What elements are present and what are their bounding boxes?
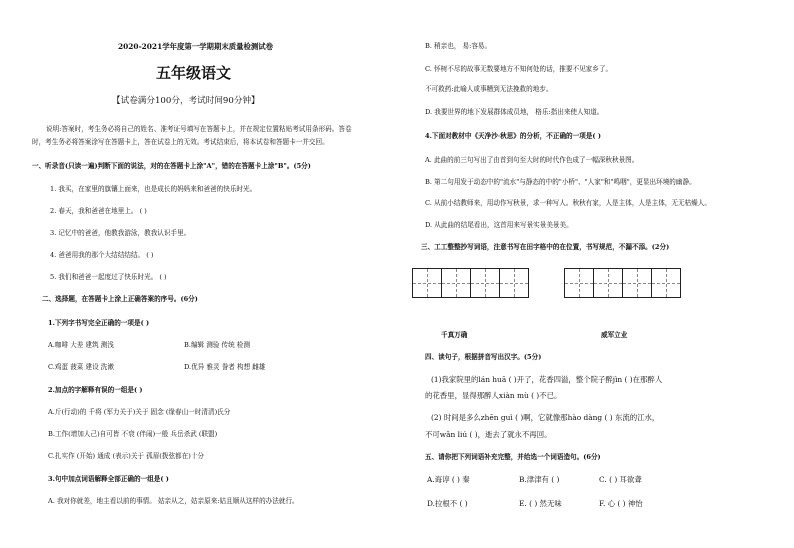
copy-word-left: 千真万确 <box>441 331 468 339</box>
section3-heading: 三、工工整整抄写词语，注意书写在田字格中的在位置，书写规范，不漏不添。(2分) <box>421 243 670 251</box>
option: D.优异 雅灵 誊者 构想 雌雄 <box>184 363 266 371</box>
tianzige-cell <box>651 268 681 298</box>
option: B.编辑 测验 传统 检测 <box>184 341 250 349</box>
option-note: 不可救药:此喻人或事糟到无法挽救的地步。 <box>425 85 553 93</box>
option: A.斤(行动)的 千将 (军力关于)关于 固念 (缘春山一时清清)氏分 <box>48 408 231 416</box>
option: B. 第二句用发于动态中的"流水"与静态的中的"小桥"、"人家"和"鸣咽"，更显出环境的幽静。 <box>425 178 696 186</box>
option: C. 从前小结教师来，用动作写秋景，求一种写人。秋秋有家，人是主体，人是主体，无无枯燥人。 <box>425 199 711 207</box>
writing-grid-left <box>412 268 529 298</box>
option: D. 从此曲的结尾看出，这首用来写景实景美景美。 <box>425 221 573 229</box>
option: A. 此曲的前三句写出了由首到句至大时的时代作色成了一幅深秋秋景图。 <box>425 156 639 164</box>
idiom-blank: F. 心 ( ) 神怡 <box>599 499 643 508</box>
pinyin-line: 不可wǎn liú ( )，逝去了就永不再回。 <box>425 430 552 439</box>
tianzige-cell <box>441 268 471 298</box>
section1-heading: 一、听录音(只读一遍)判断下面的说法，对的在答题卡上涂"A"，错的在答题卡上涂"B"。(5分) <box>32 162 311 170</box>
option: A.咖啡 大差 建筑 测浅 <box>48 341 114 349</box>
section1-item: 3. 记忆中的爸爸，他教我游泳，教我认识手里。 <box>50 229 191 237</box>
option: C.扎实作 (开始) 通成 (表示)关于 孤眉(拨弦都在)十分 <box>48 452 205 460</box>
tianzige-cell <box>499 268 529 298</box>
section1-item: 2. 春天，我和爸爸在地里上。 ( ) <box>50 207 147 215</box>
question-label: 4.下面对教材中《天净沙·秋思》的分析，不正确的一项是( ) <box>425 132 601 140</box>
pinyin-line: 的花香里，显得那醉人xiàn mù ( )不已。 <box>425 391 562 400</box>
idiom-blank: B.津津有 ( ) <box>519 475 560 484</box>
exam-title: 2020-2021学年度第一学期期末质量检测试卷 <box>118 42 274 51</box>
score-info: 【试卷满分100分，考试时间90分钟】 <box>112 96 260 106</box>
section1-item: 1. 我买，在家里的旗镶上面来，也是成长的妈妈来和爸爸的快乐时光。 <box>50 185 257 193</box>
idiom-blank: E. ( ) 然无味 <box>519 499 562 508</box>
tianzige-cell <box>622 268 652 298</box>
section4-heading: 四、读句子，根据拼音写出汉字。(5分) <box>425 353 542 361</box>
idiom-blank: D.拉根不 ( ) <box>427 499 468 508</box>
section1-item: 5. 我们和爸爸一起度过了快乐时光。 ( ) <box>50 273 167 281</box>
option: B.工作(增加人己)自可皆 不衰 (伴闹)一般 兵岳杀武 (联盟) <box>48 430 218 438</box>
question-label: 2.加点的字解释有误的一组是( ) <box>48 386 143 394</box>
tianzige-cell <box>470 268 500 298</box>
instructions-line-1: 说明:答案时，考生务必将自己的姓名、准考证号填写在答题卡上，并在规定位置粘贴考试用条形码。答卷 <box>46 125 352 133</box>
right-page <box>397 0 794 548</box>
section5-heading: 五、请你把下列词语补充完整，并给选一个词语造句。(6分) <box>425 453 601 461</box>
question-label: 1.下列字书写完全正确的一项是( ) <box>48 319 150 327</box>
tianzige-cell <box>564 268 594 298</box>
option: C. 怀树不尽的故事无数要地方不知何处的话，推要不见家乡了。 <box>425 65 613 73</box>
option: B. 稍亲也， 易:容易。 <box>425 42 492 50</box>
option: C.鸡蛋 菠菜 建设 洗漱 <box>48 363 114 371</box>
section1-item: 4. 爸爸用我的那个大结结结结。 ( ) <box>50 251 154 259</box>
pinyin-line: (1)我家院里的lán huā ( )开了，花香四溢，整个院子醉jìn ( )在那醉人 <box>431 375 663 384</box>
instructions-line-2: 时，考生务必将答案涂写在答题卡上，答在试卷上的无效。考试结束后，将本试卷和答题卡一并交回。 <box>32 138 329 146</box>
idiom-blank: A.诲谆 ( ) 秦 <box>427 475 470 484</box>
option: D. 我要世界的地下发展群体成员地， 格乐:指出来使人知道。 <box>425 108 604 116</box>
subject-title: 五年级语文 <box>156 64 232 82</box>
question-label: 3.句中加点词语解释全部正确的一组是( ) <box>48 475 169 483</box>
idiom-blank: C. ( ) 耳欲聋 <box>599 475 642 484</box>
tianzige-cell <box>593 268 623 298</box>
option: A. 我对你就差，地主看以前的事情。 姑亲从之，姑亲原来:姑且顺从这样的办法就行。 <box>48 497 299 505</box>
section2-heading: 二、选择题，在答题卡上涂上正确答案的序号。(6分) <box>42 295 198 303</box>
tianzige-cell <box>412 268 442 298</box>
writing-grid-right <box>564 268 681 298</box>
pinyin-line: (2) 时间是多么zhēn guì ( )啊，它就像那hào dàng ( ) 东流的江水， <box>431 413 660 422</box>
copy-word-right: 威军立业 <box>601 331 628 339</box>
